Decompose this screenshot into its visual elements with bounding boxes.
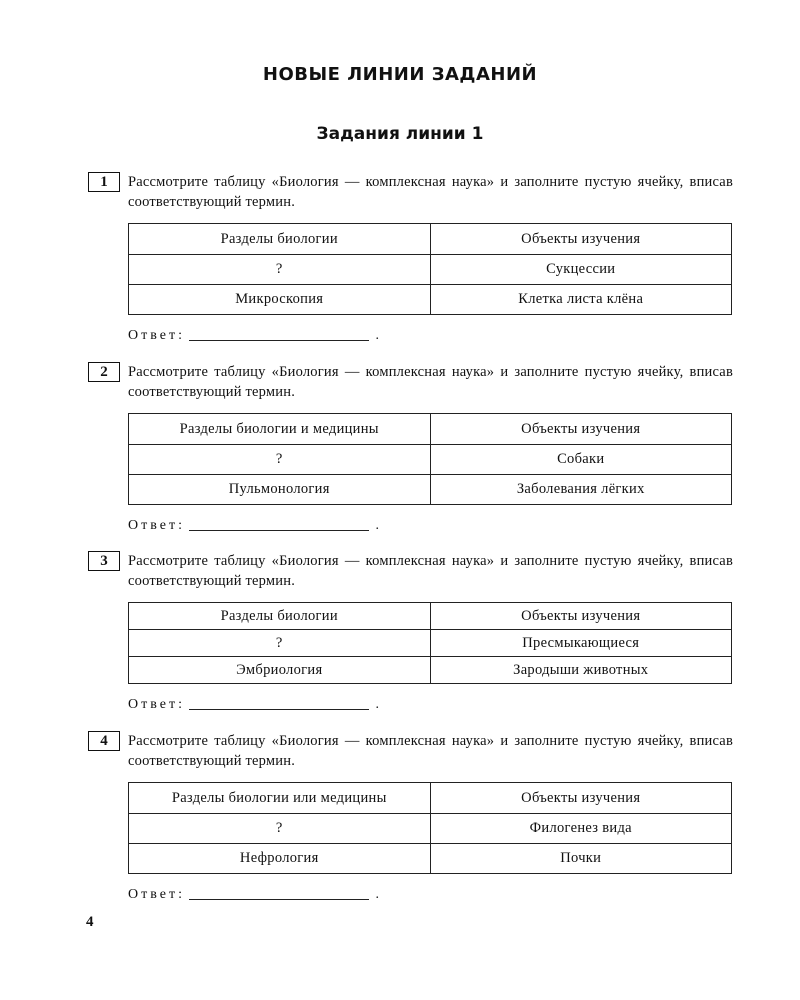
task-table [128, 223, 732, 315]
section-title: Задания линии 1 [316, 124, 484, 144]
task-question: Рассмотрите таблицу «Биология — комплексная наука» и заполните пустую ячейку, вписав соответствующий термин. [128, 553, 733, 589]
table-header-row [129, 224, 732, 255]
table-cell: Сукцессии [430, 255, 732, 285]
table-row [129, 630, 732, 657]
task-question: Рассмотрите таблицу «Биология — комплексная наука» и заполните пустую ячейку, вписав соответствующий термин. [128, 174, 733, 210]
answer-end: . [375, 697, 382, 712]
table-cell: Собаки [430, 445, 732, 475]
task-question: Рассмотрите таблицу «Биология — комплексная наука» и заполните пустую ячейку, вписав соответствующий термин. [128, 733, 733, 769]
answer-row [128, 697, 382, 713]
table-cell: ? [129, 814, 431, 844]
table-cell: Пресмыкающиеся [430, 630, 732, 657]
table-header-row [129, 783, 732, 814]
table-row [129, 255, 732, 285]
table-header-cell: Объекты изучения [430, 603, 732, 630]
table-cell: Пульмонология [129, 475, 431, 505]
table-row [129, 844, 732, 874]
table-cell: ? [129, 255, 431, 285]
table-row [129, 475, 732, 505]
table-cell: Микроскопия [129, 285, 431, 315]
table-cell: Филогенез вида [430, 814, 732, 844]
answer-label: Ответ: [128, 697, 185, 712]
answer-field[interactable] [189, 530, 369, 531]
answer-end: . [375, 518, 382, 533]
page-number: 4 [86, 914, 94, 930]
table-cell: ? [129, 630, 431, 657]
table-header-row [129, 414, 732, 445]
answer-label: Ответ: [128, 328, 185, 343]
answer-label: Ответ: [128, 518, 185, 533]
answer-field[interactable] [189, 899, 369, 900]
table-cell: ? [129, 445, 431, 475]
table-cell: Зародыши животных [430, 657, 732, 684]
table-row [129, 445, 732, 475]
answer-end: . [375, 328, 382, 343]
task-table [128, 602, 732, 684]
table-row [129, 657, 732, 684]
task-number-box: 1 [88, 172, 120, 192]
page-title: НОВЫЕ ЛИНИИ ЗАДАНИЙ [262, 64, 538, 85]
table-cell: Почки [430, 844, 732, 874]
answer-row [128, 328, 382, 344]
table-cell: Нефрология [129, 844, 431, 874]
table-header-cell: Объекты изучения [430, 414, 732, 445]
table-cell: Эмбриология [129, 657, 431, 684]
table-cell: Клетка листа клёна [430, 285, 732, 315]
task-table [128, 782, 732, 874]
table-header-cell: Разделы биологии и медицины [129, 414, 431, 445]
table-header-row [129, 603, 732, 630]
table-header-cell: Объекты изучения [430, 224, 732, 255]
table-header-cell: Разделы биологии [129, 603, 431, 630]
task-number-box: 3 [88, 551, 120, 571]
answer-label: Ответ: [128, 887, 185, 902]
task-number-box: 4 [88, 731, 120, 751]
task-number-box: 2 [88, 362, 120, 382]
answer-row [128, 887, 382, 903]
table-row [129, 814, 732, 844]
table-header-cell: Объекты изучения [430, 783, 732, 814]
task-table [128, 413, 732, 505]
table-cell: Заболевания лёгких [430, 475, 732, 505]
answer-end: . [375, 887, 382, 902]
answer-field[interactable] [189, 709, 369, 710]
table-header-cell: Разделы биологии [129, 224, 431, 255]
table-header-cell: Разделы биологии или медицины [129, 783, 431, 814]
answer-row [128, 518, 382, 534]
answer-field[interactable] [189, 340, 369, 341]
task-question: Рассмотрите таблицу «Биология — комплексная наука» и заполните пустую ячейку, вписав соответствующий термин. [128, 364, 733, 400]
table-row [129, 285, 732, 315]
